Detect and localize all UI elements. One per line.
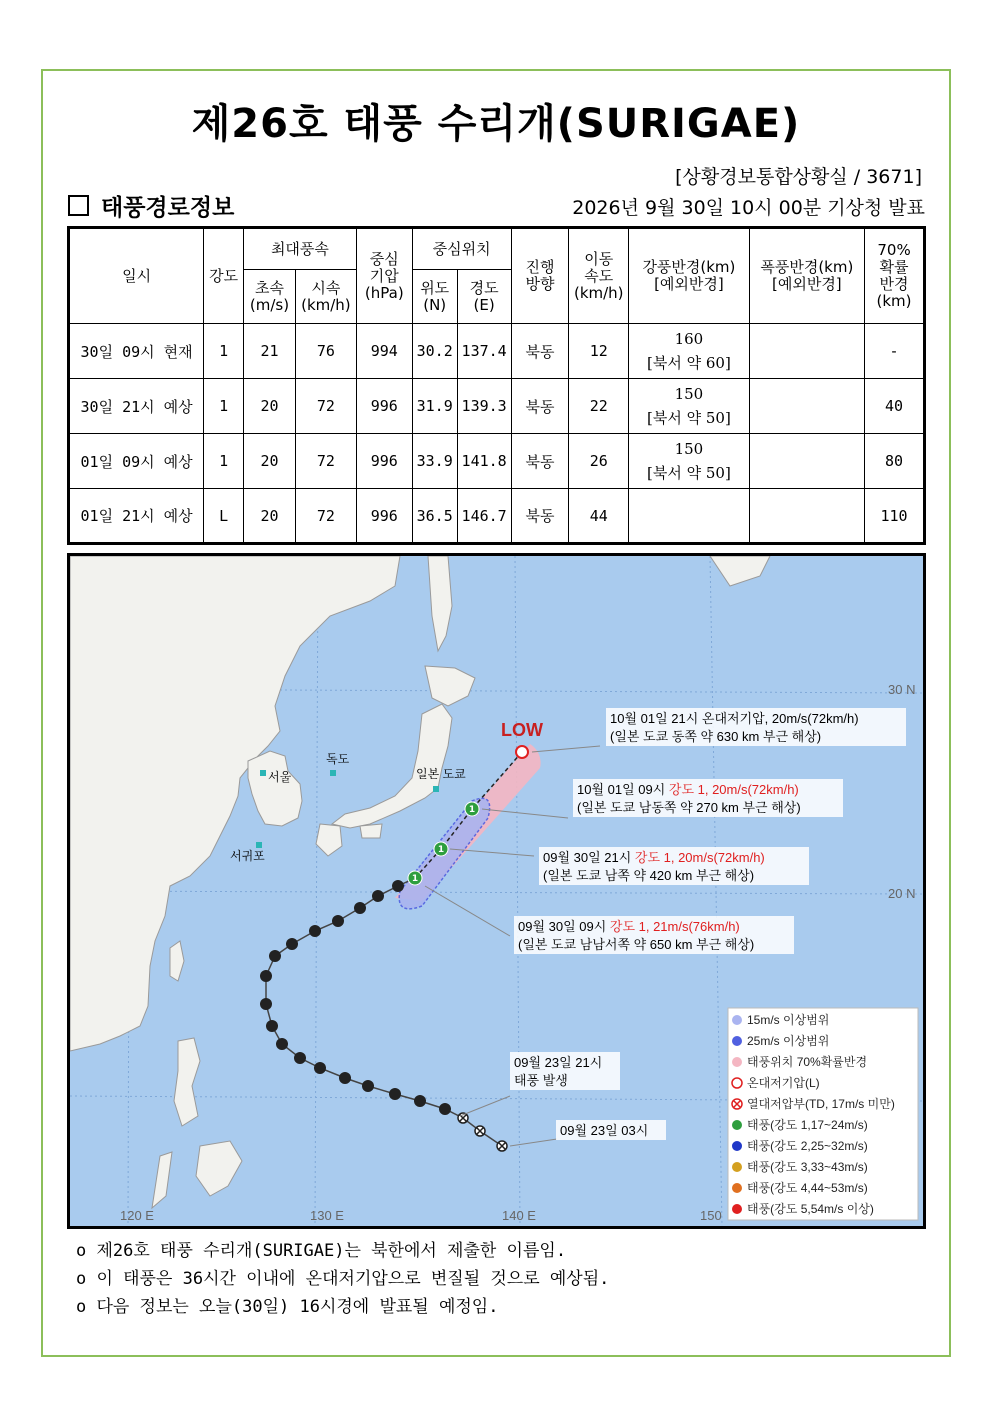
callout-1 — [606, 708, 906, 746]
cell-pressure: 996 — [356, 434, 412, 489]
table-row — [69, 489, 925, 544]
cell-direction: 북동 — [511, 434, 569, 489]
cell-wind-ms: 20 — [244, 434, 296, 489]
callout-3-line1-red: 강도 1, 20m/s(72km/h) — [634, 850, 765, 865]
strong-radius-exception: [북서 약 50] — [647, 464, 731, 482]
callout-5-line1: 09월 23일 21시 — [514, 1055, 603, 1070]
cell-intensity: L — [204, 489, 244, 544]
cell-speed: 44 — [569, 489, 629, 544]
map-canvas — [70, 556, 923, 1226]
cell-pressure: 994 — [356, 324, 412, 379]
cell-pressure: 996 — [356, 379, 412, 434]
header-center: 중심위치 — [412, 228, 511, 270]
callout-4 — [514, 916, 794, 954]
cell-storm-radius — [749, 324, 864, 379]
cell-datetime: 30일 09시 현재 — [69, 324, 204, 379]
legend-extratropical: 온대저기압(L) — [747, 1076, 820, 1090]
note-item: o 이 태풍은 36시간 이내에 온대저기압으로 변질될 것으로 예상됨. — [76, 1269, 610, 1289]
header-intensity: 강도 — [204, 228, 244, 324]
cell-storm-radius — [749, 434, 864, 489]
header-lon: 경도 (E) — [457, 270, 511, 324]
cell-strong-radius — [629, 489, 749, 544]
svg-text:1: 1 — [411, 874, 419, 884]
legend-15ms: 15m/s 이상범위 — [747, 1013, 830, 1027]
axis-lon130: 130 E — [310, 1208, 344, 1223]
callout-5-line2: 태풍 발생 — [514, 1073, 568, 1088]
dokdo-marker-icon — [330, 770, 336, 776]
legend-25ms: 25m/s 이상범위 — [747, 1034, 830, 1048]
legend-swatch-25ms — [732, 1036, 742, 1046]
seogwipo-marker-icon — [256, 842, 262, 848]
typhoon-class3-icon — [732, 1162, 742, 1172]
header-wind-kmh: 시속 (km/h) — [295, 270, 356, 324]
strong-radius-value: 150 — [674, 385, 704, 403]
typhoon-track-map — [67, 553, 926, 1229]
map-legend — [728, 1008, 918, 1220]
cell-storm-radius — [749, 379, 864, 434]
page-title: 제26호 태풍 수리개(SURIGAE) — [191, 101, 801, 147]
legend-class3: 태풍(강도 3,33~43m/s) — [747, 1160, 868, 1174]
td-markers — [458, 1113, 507, 1151]
axis-lon140: 140 E — [502, 1208, 536, 1223]
cell-strong-radius — [629, 379, 749, 434]
legend-class1: 태풍(강도 1,17~24m/s) — [747, 1118, 868, 1132]
header-wind-ms: 초속 (m/s) — [244, 270, 296, 324]
cell-lat: 36.5 — [412, 489, 457, 544]
cell-wind-ms: 20 — [244, 379, 296, 434]
tropical-depression-icon — [732, 1099, 742, 1109]
cell-prob70: 40 — [865, 379, 925, 434]
legend-class2: 태풍(강도 2,25~32m/s) — [747, 1139, 868, 1153]
cell-pressure: 996 — [356, 489, 412, 544]
place-dokdo: 독도 — [326, 752, 350, 766]
cell-datetime: 01일 21시 예상 — [69, 489, 204, 544]
cell-prob70: - — [865, 324, 925, 379]
section-heading — [68, 189, 234, 222]
past-track-line — [266, 878, 502, 1146]
cell-wind-kmh: 72 — [295, 379, 356, 434]
header-lat: 위도 (N) — [412, 270, 457, 324]
place-seoul: 서울 — [268, 770, 292, 784]
cell-lon: 137.4 — [457, 324, 511, 379]
tokyo-marker-icon — [433, 786, 439, 792]
svg-text:1: 1 — [468, 805, 476, 815]
strong-radius-value: 150 — [674, 440, 704, 458]
cell-lat: 31.9 — [412, 379, 457, 434]
cell-storm-radius — [749, 489, 864, 544]
cell-strong-radius — [629, 434, 749, 489]
header-datetime: 일시 — [69, 228, 204, 324]
legend-prob70: 태풍위치 70%확률반경 — [747, 1055, 868, 1069]
header-direction: 진행 방향 — [511, 228, 569, 324]
note-item: o 제26호 태풍 수리개(SURIGAE)는 북한에서 제출한 이름임. — [76, 1241, 567, 1261]
cell-prob70: 110 — [865, 489, 925, 544]
callout-6 — [556, 1120, 666, 1140]
typhoon-class1-icon — [732, 1120, 742, 1130]
cell-wind-kmh: 76 — [295, 324, 356, 379]
cell-direction: 북동 — [511, 489, 569, 544]
typhoon-info-table — [67, 226, 926, 545]
cell-direction: 북동 — [511, 324, 569, 379]
cell-intensity: 1 — [204, 379, 244, 434]
seoul-marker-icon — [260, 770, 266, 776]
typhoon-markers — [260, 802, 479, 1115]
callout-2-line2: (일본 도쿄 남동쪽 약 270 km 부근 해상) — [577, 800, 801, 815]
callout-4-line1: 09월 30일 09시 — [518, 919, 610, 934]
header-max-wind: 최대풍속 — [244, 228, 357, 270]
legend-swatch-prob70 — [732, 1057, 742, 1067]
svg-text:10월 01일 09시 강도 1, 20m/s(72km/h — [577, 782, 799, 797]
axis-lon120: 120 E — [120, 1208, 154, 1223]
legend-swatch-15ms — [732, 1015, 742, 1025]
cell-wind-kmh: 72 — [295, 434, 356, 489]
cell-datetime: 01일 09시 예상 — [69, 434, 204, 489]
extratropical-low-icon — [732, 1078, 742, 1088]
header-prob70: 70% 확률 반경 (km) — [865, 228, 925, 324]
cell-intensity: 1 — [204, 324, 244, 379]
callout-3-line1: 09월 30일 21시 — [543, 850, 635, 865]
svg-text:09월 30일 09시 강도 1, 21m/s(76km/h — [518, 919, 740, 934]
callout-2-line1-red: 강도 1, 20m/s(72km/h) — [668, 782, 799, 797]
section-title: 태풍경로정보 — [101, 195, 235, 221]
callout-1-line1: 10월 01일 21시 온대저기압, 20m/s(72km/h) — [610, 711, 859, 726]
cell-direction: 북동 — [511, 379, 569, 434]
strong-radius-value: 160 — [674, 330, 704, 348]
cell-prob70: 80 — [865, 434, 925, 489]
cell-speed: 12 — [569, 324, 629, 379]
axis-lon150: 150 — [700, 1208, 722, 1223]
svg-text:1: 1 — [437, 845, 445, 855]
callout-5 — [510, 1052, 620, 1090]
callout-3-line2: (일본 도쿄 남쪽 약 420 km 부근 해상) — [543, 868, 755, 883]
cell-speed: 26 — [569, 434, 629, 489]
axis-lat20: 20 N — [888, 886, 916, 901]
low-marker-icon — [516, 746, 528, 758]
typhoon-class4-icon — [732, 1183, 742, 1193]
header-storm-radius: 폭풍반경(km) [예외반경] — [749, 228, 864, 324]
cell-strong-radius — [629, 324, 749, 379]
callout-4-line2: (일본 도쿄 남남서쪽 약 650 km 부근 해상) — [518, 937, 755, 952]
callout-3 — [539, 847, 809, 885]
callout-2-line1: 10월 01일 09시 — [577, 782, 669, 797]
legend-td: 열대저압부(TD, 17m/s 미만) — [747, 1097, 895, 1111]
note-item: o 다음 정보는 오늘(30일) 16시경에 발표될 예정임. — [76, 1297, 499, 1317]
cell-lon: 146.7 — [457, 489, 511, 544]
cell-intensity: 1 — [204, 434, 244, 489]
svg-text:09월 30일 21시 강도 1, 20m/s(72km/h — [543, 850, 765, 865]
typhoon-class2-icon — [732, 1141, 742, 1151]
legend-class4: 태풍(강도 4,44~53m/s) — [747, 1181, 868, 1195]
notes-list — [76, 1237, 609, 1321]
axis-lat30: 30 N — [888, 682, 916, 697]
strong-radius-exception: [북서 약 60] — [647, 354, 731, 372]
cell-speed: 22 — [569, 379, 629, 434]
cell-lat: 33.9 — [412, 434, 457, 489]
callout-2 — [573, 779, 843, 817]
cell-datetime: 30일 21시 예상 — [69, 379, 204, 434]
table-row — [69, 379, 925, 434]
table-row — [69, 324, 925, 379]
header-speed: 이동 속도 (km/h) — [569, 228, 629, 324]
issued-datetime: 2026년 9월 30일 10시 00분 기상청 발표 — [572, 197, 925, 219]
callout-6-line1: 09월 23일 03시 — [560, 1123, 649, 1138]
office-info: [상황경보통합상황실 / 3671] — [675, 166, 922, 188]
cell-lat: 30.2 — [412, 324, 457, 379]
low-label: LOW — [501, 720, 543, 740]
cell-lon: 141.8 — [457, 434, 511, 489]
legend-class5: 태풍(강도 5,54m/s 이상) — [747, 1202, 874, 1216]
cell-lon: 139.3 — [457, 379, 511, 434]
cell-wind-ms: 21 — [244, 324, 296, 379]
header-strong-radius: 강풍반경(km) [예외반경] — [629, 228, 749, 324]
place-seogwipo: 서귀포 — [230, 849, 265, 863]
strong-radius-exception: [북서 약 50] — [647, 409, 731, 427]
checkbox-icon — [68, 195, 89, 216]
callout-1-line2: (일본 도쿄 동쪽 약 630 km 부근 해상) — [610, 729, 822, 744]
header-pressure: 중심 기압 (hPa) — [356, 228, 412, 324]
cell-wind-kmh: 72 — [295, 489, 356, 544]
typhoon-class5-icon — [732, 1204, 742, 1214]
place-tokyo: 일본 도쿄 — [416, 767, 466, 781]
table-row — [69, 434, 925, 489]
cell-wind-ms: 20 — [244, 489, 296, 544]
callout-4-line1-red: 강도 1, 21m/s(76km/h) — [609, 919, 740, 934]
